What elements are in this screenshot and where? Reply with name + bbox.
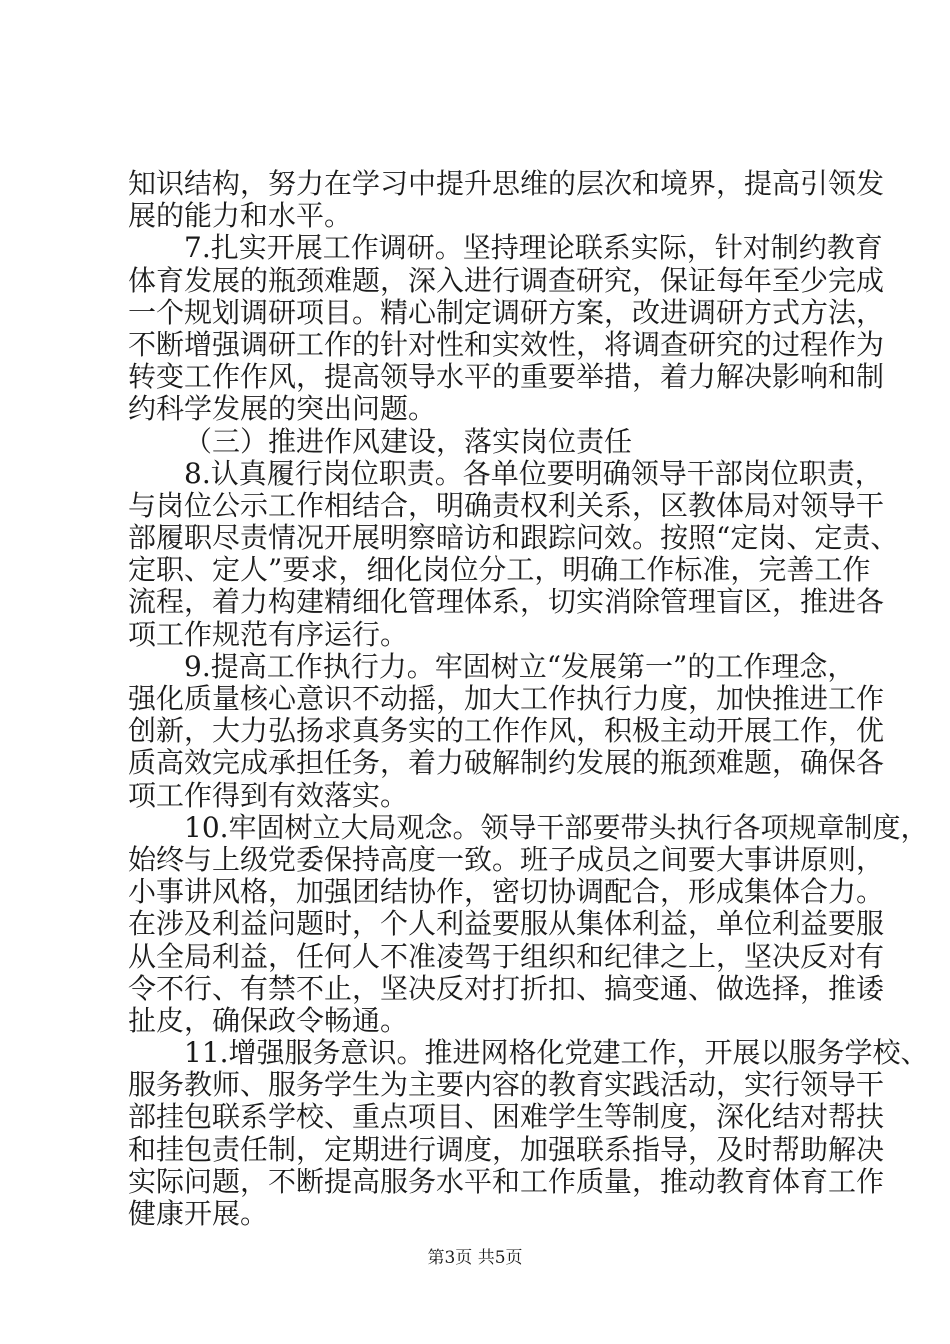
- body-line: 实际问题，不断提高服务水平和工作质量，推动教育体育工作: [128, 1164, 885, 1198]
- body-line: 在涉及利益问题时，个人利益要服从集体利益，单位利益要服: [128, 907, 885, 941]
- body-line: 小事讲风格，加强团结协作，密切协调配合，形成集体合力。: [128, 875, 885, 909]
- section-heading: （三）推进作风建设，落实岗位责任: [184, 424, 633, 458]
- body-line: 知识结构，努力在学习中提升思维的层次和境界，提高引领发: [128, 167, 885, 200]
- body-line: 项工作得到有效落实。: [128, 778, 409, 812]
- body-line: 展的能力和水平。: [128, 199, 353, 233]
- body-line: 部履职尽责情况开展明察暗访和跟踪问效。按照“定岗、定责、: [128, 521, 899, 555]
- body-line: 体育发展的瓶颈难题，深入进行调查研究，保证每年至少完成: [128, 263, 885, 297]
- body-line: 质高效完成承担任务，着力破解制约发展的瓶颈难题，确保各: [128, 746, 885, 780]
- page-number-footer: 第3页 共5页: [427, 1248, 523, 1268]
- body-line: 令不行、有禁不止，坚决反对打折扣、搞变通、做选择，推诿: [128, 971, 885, 1005]
- document-body: [128, 167, 929, 1230]
- body-line: 约科学发展的突出问题。: [128, 392, 437, 426]
- body-line: 创新，大力弘扬求真务实的工作作风，积极主动开展工作，优: [128, 714, 885, 748]
- body-line: 一个规划调研项目。精心制定调研方案，改进调研方式方法，: [128, 295, 885, 329]
- body-line: 定职、定人”要求，细化岗位分工，明确工作标准，完善工作: [128, 553, 871, 587]
- paragraph-9-heading: 9.提高工作执行力。牢固树立“发展第一”的工作理念，: [184, 649, 856, 683]
- body-line: 和挂包责任制，定期进行调度，加强联系指导，及时帮助解决: [128, 1132, 885, 1166]
- body-line: 服务教师、服务学生为主要内容的教育实践活动，实行领导干: [128, 1068, 885, 1102]
- body-line: 转变工作作风，提高领导水平的重要举措，着力解决影响和制: [128, 360, 885, 394]
- body-line: 始终与上级党委保持高度一致。班子成员之间要大事讲原则，: [128, 842, 885, 876]
- body-line: 部挂包联系学校、重点项目、困难学生等制度，深化结对帮扶: [128, 1100, 885, 1134]
- paragraph-8-heading: 8.认真履行岗位职责。各单位要明确领导干部岗位职责，: [184, 456, 883, 490]
- paragraph-10-heading: 10.牢固树立大局观念。领导干部要带头执行各项规章制度，: [184, 810, 929, 844]
- body-line: 从全局利益，任何人不准凌驾于组织和纪律之上，坚决反对有: [128, 939, 885, 973]
- body-line: 与岗位公示工作相结合，明确责权利关系，区教体局对领导干: [128, 488, 885, 522]
- paragraph-7-heading: 7.扎实开展工作调研。坚持理论联系实际，针对制约教育: [184, 231, 883, 265]
- paragraph-11-heading: 11.增强服务意识。推进网格化党建工作，开展以服务学校、: [184, 1036, 929, 1070]
- body-line: 健康开展。: [128, 1197, 269, 1230]
- body-line: 强化质量核心意识不动摇，加大工作执行力度，加快推进工作: [128, 682, 885, 715]
- body-line: 流程，着力构建精细化管理体系，切实消除管理盲区，推进各: [128, 585, 885, 619]
- body-line: 扯皮，确保政令畅通。: [128, 1003, 409, 1037]
- body-line: 项工作规范有序运行。: [128, 617, 409, 651]
- body-line: 不断增强调研工作的针对性和实效性，将调查研究的过程作为: [128, 327, 885, 361]
